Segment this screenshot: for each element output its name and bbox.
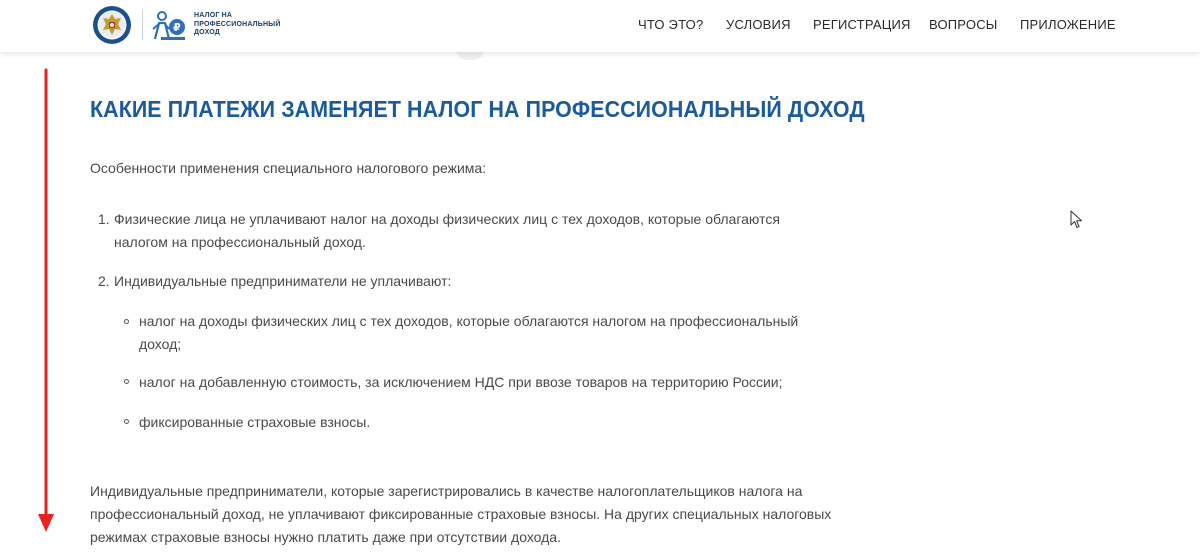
nav-item-application[interactable]: ПРИЛОЖЕНИЕ (1020, 17, 1116, 32)
npd-logo-icon[interactable] (151, 9, 187, 43)
site-header (0, 0, 1200, 52)
logo-divider (142, 10, 143, 40)
sub-list-item: налог на добавленную стоимость, за исключением НДС при ввозе товаров на территорию России; (139, 374, 783, 390)
intro-text: Особенности применения специального налогового режима: (90, 160, 487, 176)
logo-line: ПРОФЕССИОНАЛЬНЫЙ (194, 20, 281, 28)
bullet-icon (124, 419, 129, 424)
bullet-icon (124, 379, 129, 384)
bullet-icon (124, 319, 129, 324)
list-item-number: 2. (98, 273, 110, 289)
logo-line: НАЛОГ НА (194, 12, 233, 19)
list-item-number: 1. (98, 211, 110, 227)
nav-item-registration[interactable]: РЕГИСТРАЦИЯ (813, 17, 911, 32)
list-item-text: Физические лица не уплачивают налог на доходы физических лиц с тех доходов, которые облагаются налогом на профессиональный доход. (114, 211, 780, 250)
fns-emblem-icon[interactable] (92, 5, 132, 45)
mouse-cursor-icon (1070, 210, 1084, 230)
nav-item-conditions[interactable]: УСЛОВИЯ (726, 17, 791, 32)
page-title: КАКИЕ ПЛАТЕЖИ ЗАМЕНЯЕТ НАЛОГ НА ПРОФЕССИОНАЛЬНЫЙ ДОХОД (90, 96, 865, 122)
logo-text (194, 12, 284, 38)
sub-list-item: налог на доходы физических лиц с тех доходов, которые облагаются налогом на профессиональный доход; (139, 313, 799, 352)
list-item-text: Индивидуальные предприниматели не уплачивают: (114, 273, 452, 289)
nav-item-what-is-it[interactable]: ЧТО ЭТО? (638, 17, 704, 32)
sub-list-item: фиксированные страховые взносы. (139, 414, 371, 430)
final-paragraph: Индивидуальные предприниматели, которые зарегистрировались в качестве налогоплательщиков налога на профессиональный доход, не уплачивают фиксированные страховые взносы. На других специальных налоговых режимах страховые взносы нужно платить даже при отсутствии дохода. (90, 483, 832, 545)
red-arrow-down-icon (34, 66, 58, 536)
logo-line: ДОХОД (194, 29, 220, 36)
nav-item-questions[interactable]: ВОПРОСЫ (929, 17, 998, 32)
svg-text:₽: ₽ (173, 21, 181, 34)
